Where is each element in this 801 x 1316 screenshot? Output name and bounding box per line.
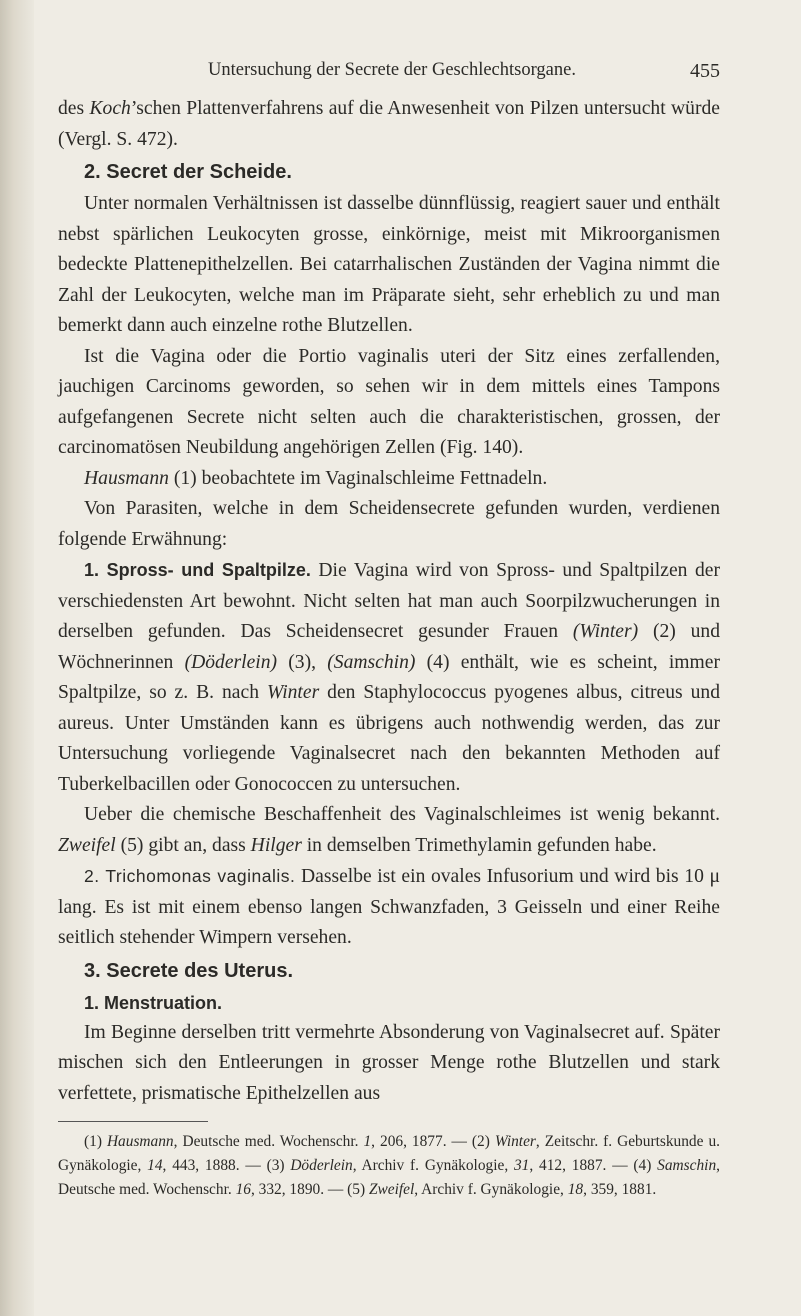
paragraph-carcinoma: Ist die Vagina oder die Portio vaginalis uteri der Sitz eines zerfallenden, jauchigen Carcinoms geworden, so sehen wir in dem mittels eines Tampons aufgefangenen Secrete nicht selten auch die charakteristischen, grossen, der carcinomatösen Neubildung angehörigen Zellen (Fig. 140). [58, 345, 720, 458]
paragraph-parasites: Von Parasiten, welche in dem Scheidensecrete gefunden wurden, verdienen folgende Erwähnung: [58, 498, 720, 550]
footnote-author: Döderlein [290, 1157, 353, 1174]
text-span: ’schen Plattenverfahrens auf die Anwesenheit von Pilzen untersucht würde (Vergl. S. 472). [58, 98, 720, 150]
footnote-text: , Archiv f. Gynäkologie, [352, 1157, 514, 1174]
footnote-author: Samschin [657, 1157, 717, 1174]
footnote-number: (4) [633, 1157, 658, 1174]
footnote-number: (1) [84, 1133, 107, 1150]
page-number: 455 [690, 60, 720, 82]
text-span: (1) beobachtete im Vaginalschleime Fettnadeln. [168, 467, 548, 489]
text-span: (5) gibt an, dass [115, 834, 251, 856]
paragraph-chemistry [58, 800, 720, 861]
paragraph-spaltpilze [58, 555, 720, 800]
text-span: Dasselbe ist ein ovales Infusorium und wird bis 10 μ lang. Es ist mit einem ebenso langen Schwanzfaden, 3 Geisseln und einer Reihe seitlich stehender Wimpern versehen. [58, 866, 720, 948]
footnote-text: , Zeitschr. f. Geburtskunde u. Gynäkologie, [58, 1133, 720, 1174]
text-span: (4) enthält, wie es scheint, immer Spaltpilze, so z. B. nach [58, 651, 720, 703]
footnote-volume: 31 [513, 1157, 530, 1174]
footnote-author: Winter [494, 1133, 536, 1150]
paragraph-hausmann [58, 464, 720, 495]
footnote-divider [58, 1121, 208, 1122]
footnote-volume: 16 [235, 1181, 251, 1198]
footnote-text: , 332, 1890. — [250, 1181, 348, 1198]
footnote-text: , Deutsche med. Wochenschr. [173, 1133, 364, 1150]
author-name: Hilger [250, 834, 302, 856]
footnote-text: , 206, 1877. — [371, 1133, 472, 1150]
footnote-number: (3) [266, 1157, 291, 1174]
paragraph-trichomonas [58, 861, 720, 954]
footnote-text: , Archiv f. Gynäkologie, [414, 1181, 568, 1198]
footnote-volume: 18 [567, 1181, 584, 1198]
author-name: Zweifel [58, 834, 116, 856]
footnote-number: (5) [347, 1181, 369, 1198]
footnote-text: , 443, 1888. — [162, 1157, 267, 1174]
running-head [58, 60, 720, 94]
text-span: (2) und Wöchnerinnen [58, 621, 720, 673]
text-span: des [58, 98, 90, 119]
footnotes [58, 1130, 720, 1202]
subheading-menstruation: 1. Menstruation. [84, 992, 223, 1013]
paragraph-continuation [58, 94, 720, 155]
running-title: Untersuchung der Secrete der Geschlechtsorgane. [208, 60, 576, 80]
paragraph-normal-conditions: Unter normalen Verhältnissen ist dasselbe dünnflüssig, reagiert sauer und enthält nebst spärlichen Leukocyten grosse, einkörnige, meist mit Mikroorganismen bedeckte Plattenepithelzellen. Bei catarrhalischen Zuständen der Vagina nimmt die Zahl der Leukocyten, welche man im Präparate sieht, sehr erheblich zu und man bemerkt dann auch einzelne rothe Blutzellen. [58, 193, 720, 336]
footnote-text: , 412, 1887. — [529, 1157, 634, 1174]
section-heading-uterus: 3. Secrete des Uterus. [84, 959, 293, 982]
footnote-text: , 359, 1881. [583, 1181, 657, 1198]
section-heading-scheide: 2. Secret der Scheide. [84, 161, 292, 183]
footnote-author: Zweifel [368, 1181, 415, 1198]
author-name: Koch [89, 98, 131, 119]
paragraph-menstruation: Im Beginne derselben tritt vermehrte Absonderung von Vaginalsecret auf. Später mischen sich den Entleerungen in grosser Menge rothe Blutzellen und stark verfettete, prismatische Epithelzellen aus [58, 1021, 720, 1104]
author-name: (Samschin) [327, 651, 416, 673]
book-page [58, 60, 720, 1202]
footnote-volume: 1 [363, 1133, 372, 1150]
item-lead: 1. Spross- und Spaltpilze. [84, 560, 311, 580]
text-span: (3), [277, 651, 328, 673]
item-lead: 2. Trichomonas vaginalis. [84, 866, 296, 886]
footnote-text: , Deutsche med. Wochenschr. [58, 1157, 720, 1198]
text-span: Ueber die chemische Beschaffenheit des Vaginalschleimes ist wenig bekannt. [84, 804, 720, 825]
footnote-author: Hausmann [106, 1133, 174, 1150]
footnote-number: (2) [471, 1133, 495, 1150]
text-span: Die Vagina wird von Spross- und Spaltpilzen der verschiedensten Art bewohnt. Nicht selten hat man auch Soorpilzwucherungen in derselben gefunden. Das Scheidensecret gesunder Frauen [58, 560, 720, 642]
footnote-volume: 14 [147, 1157, 163, 1174]
author-name: Hausmann [84, 467, 169, 489]
text-span: in demselben Trimethylamin gefunden habe. [301, 834, 657, 856]
text-span: den Staphylococcus pyogenes albus, citreus und aureus. Unter Umständen kann es übrigens auch nothwendig werden, das zur Untersuchung vorliegende Vaginalsecret nach den bekannten Methoden auf Tuberkelbacillen oder Gonococcen zu untersuchen. [58, 682, 721, 795]
author-name: (Döderlein) [184, 651, 278, 673]
page-edge-shadow [0, 0, 34, 1316]
author-name: (Winter) [572, 621, 639, 642]
author-name: Winter [266, 682, 320, 703]
